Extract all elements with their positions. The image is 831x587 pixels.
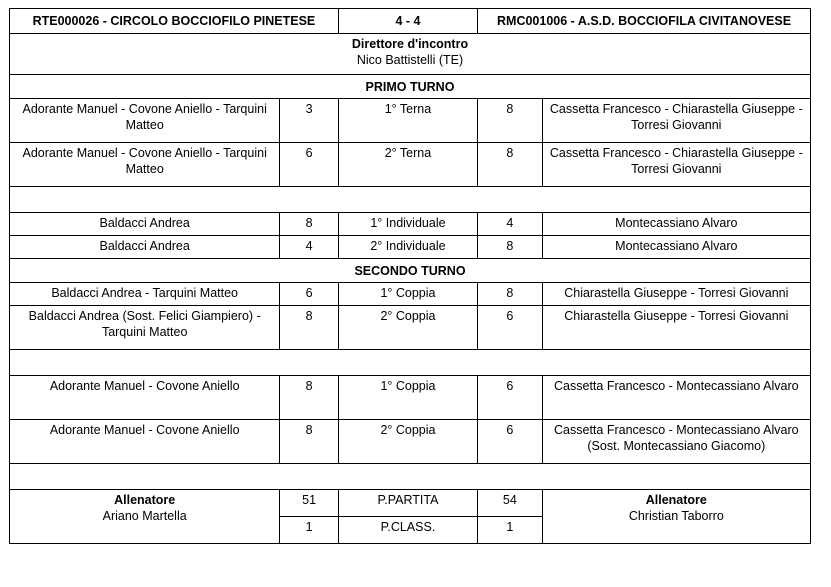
home-players: Baldacci Andrea (Sost. Felici Giampiero) - Tarquini Matteo bbox=[10, 306, 280, 350]
event-name: 2° Coppia bbox=[338, 306, 477, 350]
home-score: 8 bbox=[280, 306, 339, 350]
away-score: 8 bbox=[478, 283, 543, 306]
home-score: 6 bbox=[280, 143, 339, 187]
class-label: P.CLASS. bbox=[338, 517, 477, 544]
spacer-row bbox=[10, 350, 811, 376]
away-coach-label: Allenatore bbox=[645, 493, 707, 507]
game-row bbox=[10, 99, 811, 143]
away-players: Montecassiano Alvaro bbox=[542, 213, 810, 236]
away-class-points: 1 bbox=[478, 517, 543, 544]
away-score: 4 bbox=[478, 213, 543, 236]
event-name: 2° Terna bbox=[338, 143, 477, 187]
home-score: 3 bbox=[280, 99, 339, 143]
home-players: Baldacci Andrea - Tarquini Matteo bbox=[10, 283, 280, 306]
event-name: 1° Coppia bbox=[338, 376, 477, 420]
director-cell bbox=[10, 34, 811, 75]
spacer-cell bbox=[10, 464, 811, 490]
event-name: 1° Individuale bbox=[338, 213, 477, 236]
spacer-cell bbox=[10, 350, 811, 376]
director-row bbox=[10, 34, 811, 75]
home-coach-name: Ariano Martella bbox=[102, 509, 187, 523]
home-players: Adorante Manuel - Covone Aniello - Tarquini Matteo bbox=[10, 99, 280, 143]
away-score: 8 bbox=[478, 236, 543, 259]
game-row bbox=[10, 283, 811, 306]
turn-header-row bbox=[10, 75, 811, 99]
away-score: 8 bbox=[478, 143, 543, 187]
home-players: Baldacci Andrea bbox=[10, 236, 280, 259]
away-score: 6 bbox=[478, 306, 543, 350]
away-score: 6 bbox=[478, 420, 543, 464]
home-score: 8 bbox=[280, 420, 339, 464]
home-class-points: 1 bbox=[280, 517, 339, 544]
event-name: 2° Coppia bbox=[338, 420, 477, 464]
turn2-title: SECONDO TURNO bbox=[10, 259, 811, 283]
partita-label: P.PARTITA bbox=[338, 490, 477, 517]
event-name: 1° Coppia bbox=[338, 283, 477, 306]
spacer-cell bbox=[10, 187, 811, 213]
home-score: 8 bbox=[280, 213, 339, 236]
game-row bbox=[10, 420, 811, 464]
away-players: Chiarastella Giuseppe - Torresi Giovanni bbox=[542, 283, 810, 306]
away-coach-name: Christian Taborro bbox=[628, 509, 724, 523]
away-players: Cassetta Francesco - Chiarastella Giuseppe - Torresi Giovanni bbox=[542, 99, 810, 143]
home-coach-label: Allenatore bbox=[114, 493, 176, 507]
home-players: Adorante Manuel - Covone Aniello bbox=[10, 420, 280, 464]
home-players: Adorante Manuel - Covone Aniello - Tarquini Matteo bbox=[10, 143, 280, 187]
away-score: 6 bbox=[478, 376, 543, 420]
away-partita-points: 54 bbox=[478, 490, 543, 517]
event-name: 1° Terna bbox=[338, 99, 477, 143]
game-row bbox=[10, 236, 811, 259]
game-row bbox=[10, 376, 811, 420]
match-score: 4 - 4 bbox=[338, 9, 477, 34]
home-team-name: RTE000026 - CIRCOLO BOCCIOFILO PINETESE bbox=[10, 9, 339, 34]
turn1-title: PRIMO TURNO bbox=[10, 75, 811, 99]
spacer-row bbox=[10, 187, 811, 213]
header-row bbox=[10, 9, 811, 34]
director-label: Direttore d'incontro bbox=[351, 37, 469, 51]
game-row bbox=[10, 143, 811, 187]
home-score: 8 bbox=[280, 376, 339, 420]
away-score: 8 bbox=[478, 99, 543, 143]
director-name: Nico Battistelli (TE) bbox=[356, 53, 464, 67]
away-players: Chiarastella Giuseppe - Torresi Giovanni bbox=[542, 306, 810, 350]
away-players: Montecassiano Alvaro bbox=[542, 236, 810, 259]
away-team-name: RMC001006 - A.S.D. BOCCIOFILA CIVITANOVESE bbox=[478, 9, 811, 34]
home-partita-points: 51 bbox=[280, 490, 339, 517]
away-players: Cassetta Francesco - Montecassiano Alvaro bbox=[542, 376, 810, 420]
totals-row-partita bbox=[10, 490, 811, 517]
home-score: 4 bbox=[280, 236, 339, 259]
spacer-row bbox=[10, 464, 811, 490]
match-report-table bbox=[9, 8, 811, 544]
home-players: Baldacci Andrea bbox=[10, 213, 280, 236]
home-score: 6 bbox=[280, 283, 339, 306]
event-name: 2° Individuale bbox=[338, 236, 477, 259]
away-players: Cassetta Francesco - Chiarastella Giuseppe - Torresi Giovanni bbox=[542, 143, 810, 187]
away-coach-cell bbox=[542, 490, 810, 544]
game-row bbox=[10, 306, 811, 350]
home-players: Adorante Manuel - Covone Aniello bbox=[10, 376, 280, 420]
turn-header-row bbox=[10, 259, 811, 283]
away-players: Cassetta Francesco - Montecassiano Alvaro (Sost. Montecassiano Giacomo) bbox=[542, 420, 810, 464]
home-coach-cell bbox=[10, 490, 280, 544]
game-row bbox=[10, 213, 811, 236]
